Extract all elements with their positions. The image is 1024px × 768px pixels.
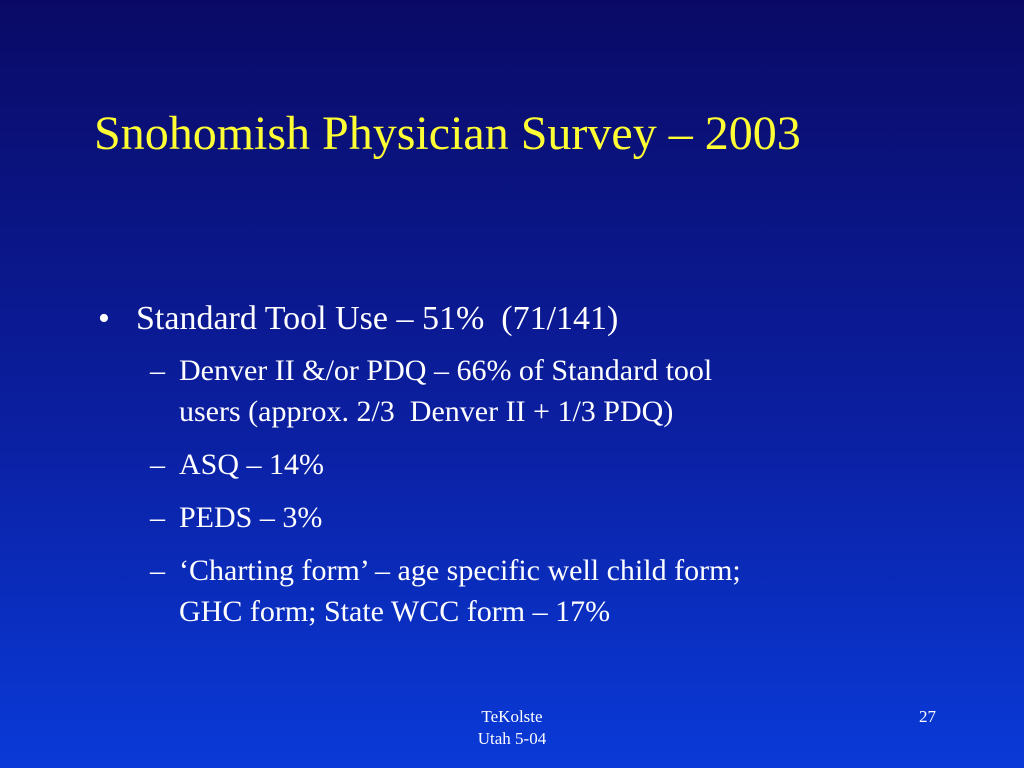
bullet-text: Standard Tool Use – 51% (71/141) [136, 300, 619, 337]
sub-bullet-marker: – [150, 554, 165, 587]
sub-bullet-marker: – [150, 354, 165, 387]
sub-bullet-line: ‘Charting form’ – age specific well child form; [179, 554, 741, 587]
sub-bullet-marker: – [150, 448, 165, 481]
sub-bullet-peds [96, 497, 946, 538]
footer-credit [450, 706, 574, 750]
slide-title: Snohomish Physician Survey – 2003 [94, 107, 801, 160]
sub-bullet-list [96, 350, 946, 632]
sub-bullet-asq [96, 444, 946, 485]
sub-bullet-marker: – [150, 501, 165, 534]
sub-bullet-line: Denver II &/or PDQ – 66% of Standard tool [179, 354, 713, 387]
sub-bullet-denver-pdq [96, 350, 946, 432]
page-number: 27 [919, 707, 936, 726]
footer-event: Utah 5-04 [477, 729, 547, 748]
footer-author: TeKolste [481, 707, 543, 726]
sub-bullet-line: users (approx. 2/3 Denver II + 1/3 PDQ) [179, 395, 674, 428]
sub-bullet-line: GHC form; State WCC form – 17% [179, 595, 611, 628]
bullet-list [96, 294, 946, 644]
sub-bullet-charting-form [96, 550, 946, 632]
sub-bullet-line: PEDS – 3% [179, 501, 323, 534]
bullet-marker: • [98, 300, 110, 337]
bullet-item-standard-tool-use [96, 294, 946, 344]
sub-bullet-line: ASQ – 14% [179, 448, 325, 481]
